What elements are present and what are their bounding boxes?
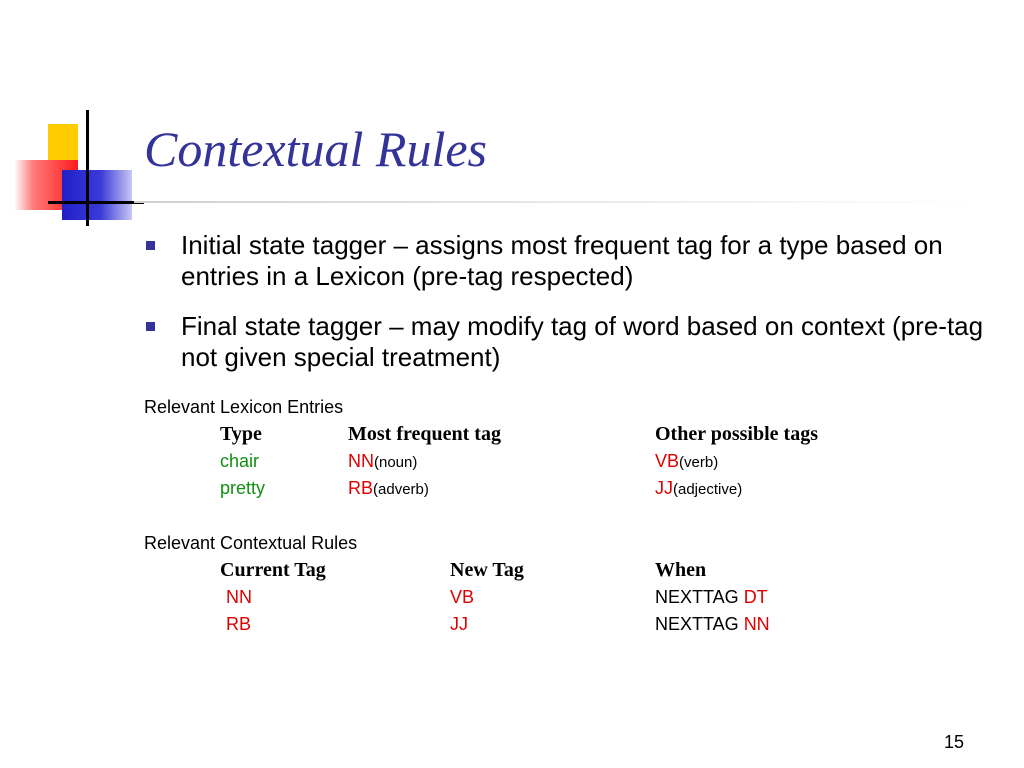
- lexicon-type: pretty: [220, 478, 266, 498]
- lexicon-row: [0, 448, 1024, 474]
- bullet-text: Final state tagger – may modify tag of word based on context (pre-tag not given special treatment): [181, 311, 984, 372]
- bullet-item: [144, 311, 984, 373]
- lexicon-frequent-tag: [348, 448, 417, 476]
- decor-blue-square: [62, 170, 132, 220]
- rule-when-tag: NN: [743, 614, 770, 634]
- title-underline: [134, 201, 974, 203]
- rules-heading: Relevant Contextual Rules: [144, 533, 358, 553]
- tag-value: JJ: [655, 478, 673, 498]
- bullet-square-icon: [146, 322, 155, 331]
- lexicon-header-row: [0, 421, 1024, 447]
- lexicon-col-frequent: Most frequent tag: [348, 423, 501, 445]
- bullet-list: [144, 230, 984, 392]
- lexicon-other-tag: [655, 475, 742, 503]
- rules-header-row: [0, 557, 1024, 583]
- tag-gloss: (adjective): [673, 481, 743, 498]
- rule-when: [655, 584, 768, 610]
- rule-new-tag: VB: [450, 587, 475, 607]
- decor-vertical-line: [86, 110, 89, 226]
- rules-col-new: New Tag: [450, 559, 524, 581]
- rules-row: [0, 584, 1024, 610]
- rule-when: [655, 611, 770, 637]
- tag-value: NN: [348, 451, 374, 471]
- tag-gloss: (noun): [374, 454, 418, 471]
- rule-new-tag: JJ: [450, 614, 468, 634]
- slide-title: Contextual Rules: [144, 121, 487, 177]
- rule-when-prefix: NEXTTAG: [655, 587, 739, 607]
- tag-value: RB: [348, 478, 374, 498]
- rule-when-tag: DT: [743, 587, 768, 607]
- lexicon-col-type: Type: [220, 423, 262, 445]
- decor-horizontal-line: [48, 201, 144, 204]
- lexicon-heading: Relevant Lexicon Entries: [144, 397, 344, 417]
- lexicon-col-other: Other possible tags: [655, 423, 818, 445]
- rule-current-tag: RB: [226, 614, 252, 634]
- tag-gloss: (adverb): [373, 481, 429, 498]
- slide-number: 15: [943, 732, 964, 752]
- rule-when-prefix: NEXTTAG: [655, 614, 739, 634]
- lexicon-type: chair: [220, 451, 260, 471]
- lexicon-row: [0, 475, 1024, 501]
- rules-col-current: Current Tag: [220, 559, 326, 581]
- lexicon-frequent-tag: [348, 475, 429, 503]
- lexicon-other-tag: [655, 448, 718, 476]
- bullet-square-icon: [146, 241, 155, 250]
- bullet-text: Initial state tagger – assigns most frequent tag for a type based on entries in a Lexicon (pre-tag respected): [181, 230, 943, 291]
- tag-value: VB: [655, 451, 680, 471]
- rules-col-when: When: [655, 559, 707, 581]
- tag-gloss: (verb): [679, 454, 719, 471]
- bullet-item: [144, 230, 984, 292]
- rule-current-tag: NN: [226, 587, 252, 607]
- rules-row: [0, 611, 1024, 637]
